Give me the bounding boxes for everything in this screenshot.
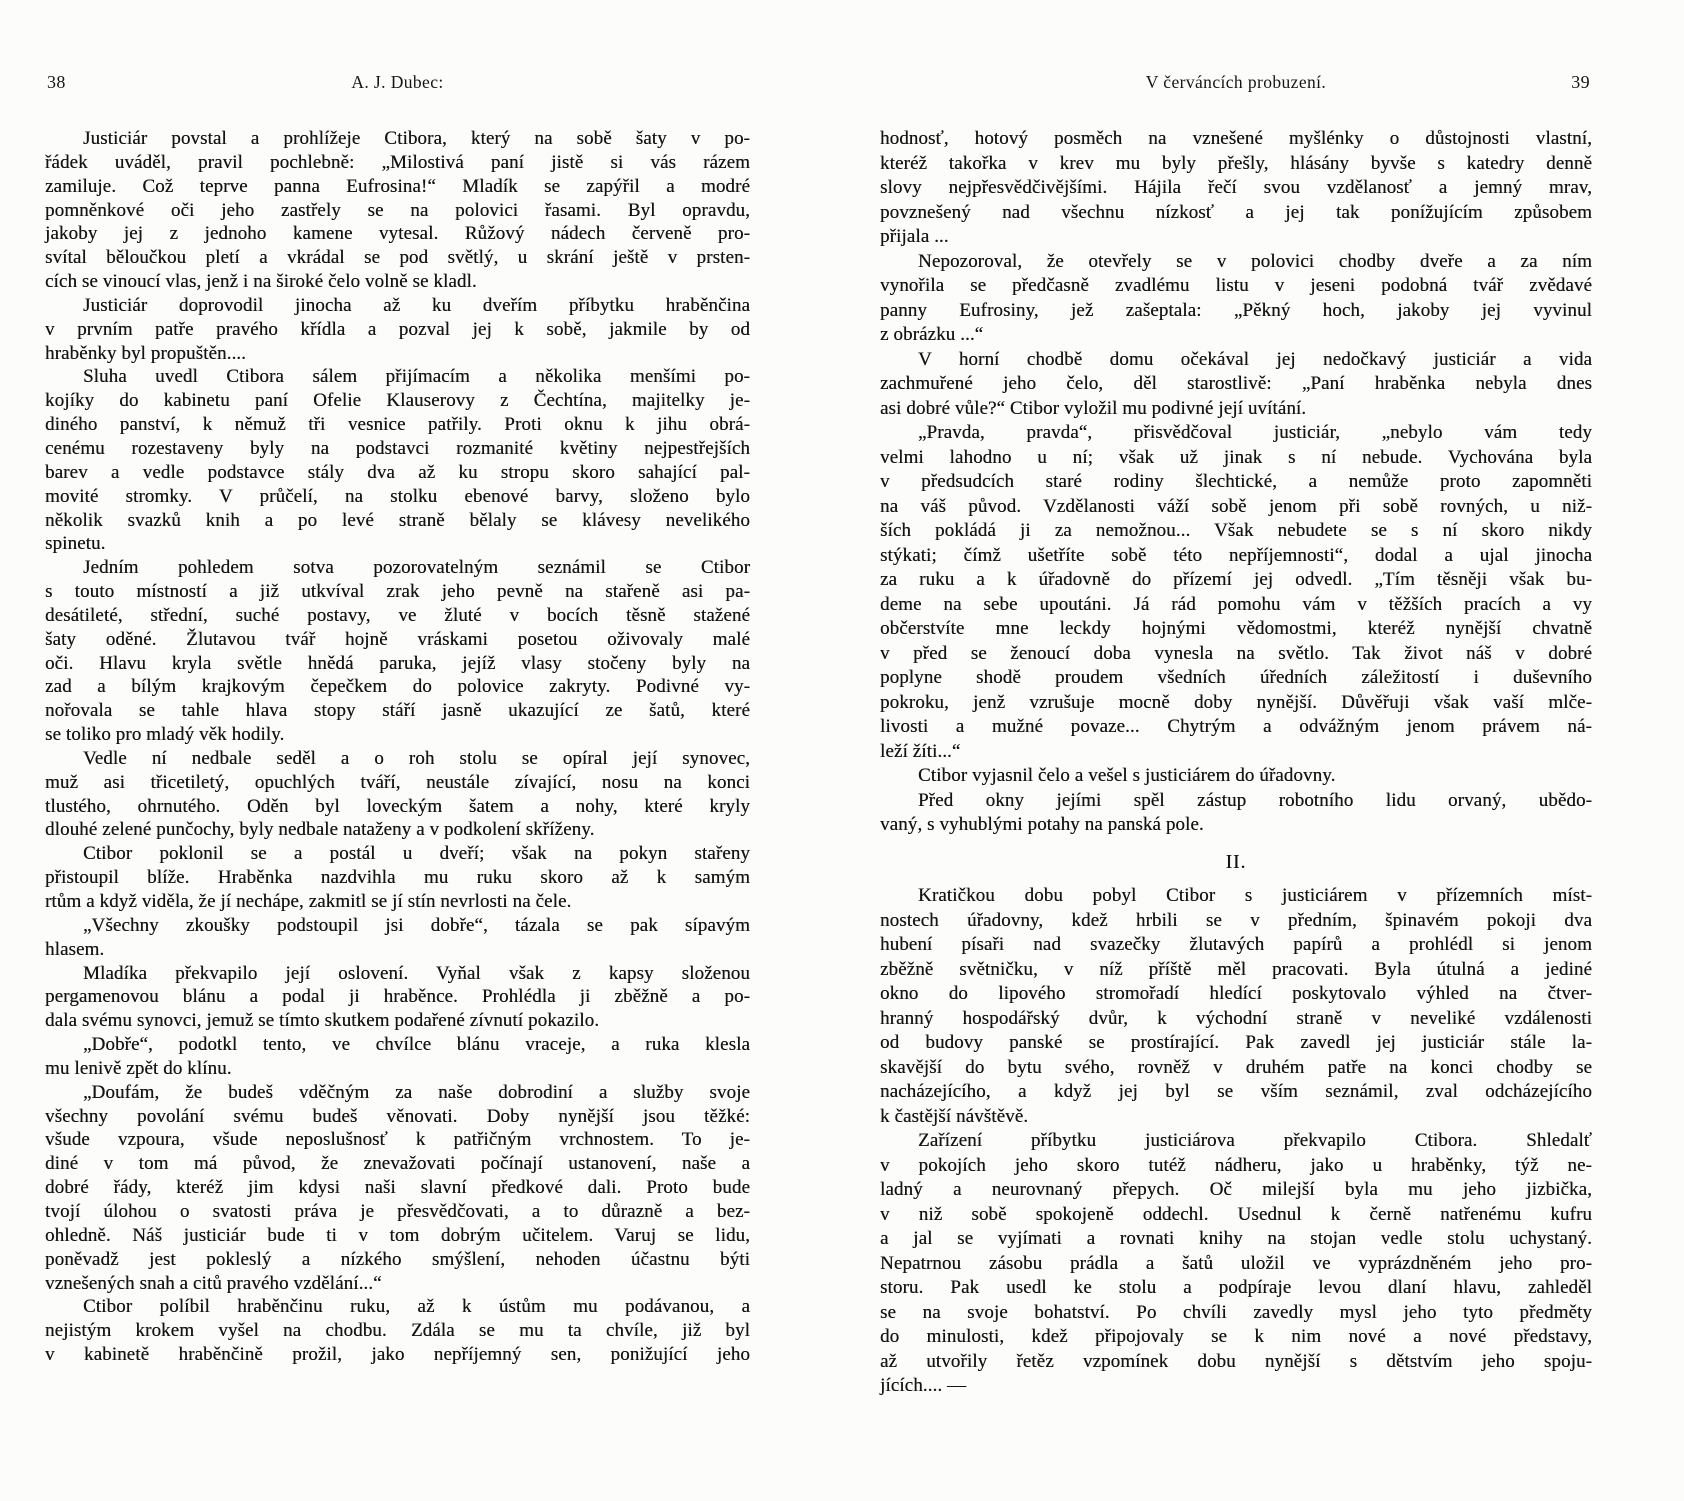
text-line: se na svoje bohatství. Po chvíli zavedly mysl jeho tyto předměty — [880, 1301, 1592, 1323]
text-line: „Všechny zkoušky podstoupil jsi dobře“, tázala se pak sípavým — [83, 914, 750, 936]
text-line: povznešený nad všechnu nízkosť a jej tak ponížujícím způsobem — [880, 201, 1592, 223]
paragraph — [45, 294, 750, 366]
text-line: zad a bílým krajkovým čepečkem do polovice zakryty. Podivné vy- — [45, 676, 750, 698]
running-title-right: V červáncích probuzení. — [1145, 72, 1327, 92]
text-line: vynořila se předčasně zvadlému listu v jeseni podobná tvář zvědavé — [880, 275, 1592, 296]
text-line: řádek uváděl, pravil pochlebně: „Milostivá paní jistě si vás rázem — [45, 151, 750, 173]
text-line: Ctibor políbil hraběnčinu ruku, až k ústům mu podávanou, a — [83, 1296, 750, 1318]
text-line: panny Eufrosiny, jež zašeptala: „Pěkný hoch, jakoby jej vyvinul — [880, 299, 1592, 321]
text-line: desátileté, střední, suché postavy, ve žluté v bocích těsně stažené — [45, 604, 750, 626]
text-line: ších pokládá ji za nemožnou... Však nebudete se s ní skoro nikdy — [880, 520, 1592, 541]
text-line: dala svému synovci, jemuž se tímto skutkem podařené zívnutí pokazilo. — [45, 1010, 600, 1032]
text-line: Mladíka překvapilo její oslovení. Vyňal však z kapsy složenou — [83, 962, 750, 984]
text-line: dobré řády, kteréž jim kdysi naši slavní předkové dali. Proto bude — [45, 1177, 750, 1199]
text-line: stýkati; čímž ušetříte sobě této nepříjemnosti“, dodal a ujal jinocha — [880, 544, 1592, 566]
page-right-body — [880, 127, 1592, 1399]
text-line: Justiciár doprovodil jinocha až ku dveřím příbytku hraběnčina — [83, 294, 750, 316]
text-line: v niž sobě spokojeně oddechl. Usednul k černě natřenému kufru — [880, 1203, 1592, 1225]
text-line: svítal běloučkou pletí a vkrádal se pod světlý, u skrání ještě v prsten- — [45, 247, 750, 269]
section-heading: II. — [1225, 851, 1247, 873]
paragraph — [880, 764, 1592, 789]
text-line: dlouhé zelené punčochy, byly nedbale nataženy a v podkolení skříženy. — [45, 819, 595, 841]
text-line: nořovala se tahle hlava stopy stáří jasně ukazující ze šatů, které — [45, 700, 750, 722]
text-line: s touto místností a již utkvíval zrak jeho pevně na stařeně asi pa- — [45, 581, 750, 603]
text-line: nejistým krokem vyšel na chodbu. Zdála se mu ta chvíle, již byl — [45, 1320, 750, 1342]
text-line: vaný, s vyhublými potahy na panská pole. — [880, 814, 1204, 835]
text-line: muž asi třicetiletý, opuchlých tváří, neustále zívající, nosu na konci — [45, 771, 750, 793]
text-line: v pokojích jeho skoro tutéž nádheru, jako u hraběnky, týž ne- — [880, 1154, 1592, 1176]
paragraph — [45, 127, 750, 294]
text-line: Zařízení příbytku justiciárova překvapilo Ctibora. Shledalť — [918, 1130, 1592, 1151]
page-left-body — [45, 127, 750, 1367]
text-line: Ctibor vyjasnil čelo a vešel s justiciárem do úřadovny. — [918, 765, 1336, 786]
text-line: občerstvíte mne leckdy hojnými vědomostmi, kteréž nynější chvatně — [880, 618, 1592, 639]
page-number-left: 38 — [47, 72, 66, 92]
text-line: hranný hospodářský dvůr, k východní straně v neveliké vzdálenosti — [880, 1007, 1592, 1029]
text-line: všude vzpoura, všude neposlušnosť k patřičným vrchnostem. To je- — [45, 1129, 750, 1151]
text-line: až utvořily řetěz vzpomínek dobu nynější s dětstvím jeho spoju- — [880, 1350, 1592, 1372]
text-line: Nepozoroval, že otevřely se v polovici chodby dveře a za ním — [918, 250, 1592, 272]
text-line: velmi lahodno u ní; však už jinak s ní nebude. Vychována byla — [880, 446, 1592, 468]
text-line: Kratičkou dobu pobyl Ctibor s justiciárem v přízemních míst- — [918, 885, 1592, 906]
paragraph — [45, 962, 750, 1034]
text-line: spinetu. — [45, 533, 106, 555]
text-line: poněvadž jest pokleslý a nízkého smýšlení, nehoden účastnu býti — [45, 1248, 750, 1270]
text-line: hubení písaři nad svazečky žlutavých papírů a prohlédl si jenom — [880, 934, 1592, 955]
text-line: tvojí úlohou o svatosti práva je přesvědčovati, a to důrazně a bez- — [45, 1200, 750, 1222]
text-line: na váš původ. Vzdělanosti váží sobě jenom při sobě rovných, u niž- — [880, 495, 1592, 517]
text-line: deme na sebe upoutáni. Já rád pomohu vám v těžších pracích a vy — [880, 593, 1592, 615]
text-line: kteréž takořka v krev mu byly přešly, hlásány byvše s katedry denně — [880, 152, 1592, 174]
text-line: mu lenivě zpět do klínu. — [45, 1057, 232, 1079]
text-line: hodnosť, hotový posměch na vznešené myšlénky o důstojnosti vlastní, — [880, 128, 1592, 149]
text-line: do minulosti, kdež připojovaly se k nim nové a nové představy, — [880, 1326, 1592, 1347]
text-line: k častější návštěvě. — [880, 1105, 1029, 1127]
paragraph — [45, 747, 750, 842]
text-line: šaty oděné. Žlutavou tvář hojně vráskami posetou oživovaly malé — [45, 628, 750, 650]
page-number-right: 39 — [1571, 72, 1590, 92]
text-line: přijala ... — [880, 226, 949, 247]
text-line: zachmuřené jeho čelo, děl starostlivě: „Paní hraběnka nebyla dnes — [880, 373, 1592, 394]
paragraph — [880, 1129, 1592, 1399]
text-line: „Pravda, pravda“, přisvědčoval justiciár, „nebylo vám tedy — [918, 422, 1592, 443]
text-line: pergamenovou blánu a podal ji hraběnce. Prohlédla ji zběžně a po- — [45, 986, 750, 1008]
page-left-header — [45, 72, 750, 98]
text-line: Jedním pohledem sotva pozorovatelným seznámil se Ctibor — [83, 557, 750, 579]
page-right — [880, 0, 1592, 1501]
text-line: pokroku, jenž vzrušuje mocně doby nynější. Důvěřuji však vaší mlče- — [880, 691, 1592, 713]
paragraph — [880, 884, 1592, 1129]
paragraph — [880, 789, 1592, 838]
text-line: okno do lipového stromořadí hledící poskytovalo výhled na čtver- — [880, 983, 1592, 1004]
text-line: Justiciár povstal a prohlížeje Ctibora, který na sobě šaty v po- — [83, 128, 750, 149]
text-line: od budovy panské se prostírající. Pak zavedl jej justiciár stále la- — [880, 1032, 1592, 1053]
text-line: movité stromky. V průčelí, na stolku ebenové barvy, složeno bylo — [45, 485, 750, 507]
text-line: a jal se vyjímati a rovnati knihy na stojan vedle stolu uchystaný. — [880, 1228, 1592, 1249]
text-line: poplyne shodě proudem všedních úředních záležitostí i duševního — [880, 667, 1592, 688]
text-line: Před okny jejími spěl zástup robotního lidu orvaný, ubědo- — [918, 789, 1592, 811]
text-line: v předsudcích staré rodiny šlechtické, a nemůže proto zapomněti — [880, 471, 1592, 492]
text-line: nacházejícího, a když jej byl se vším seznámil, zval odcházejícího — [880, 1081, 1592, 1102]
text-line: v kabinetě hraběnčině prožil, jako nepříjemný sen, ponižující jeho — [45, 1344, 750, 1366]
text-line: Nepatrnou zásobu prádla a šatů uložil ve vyprázdněném jeho pro- — [880, 1252, 1592, 1274]
text-line: nostech úřadovny, kdež hrbili se v předním, špinavém pokoji dva — [880, 909, 1592, 931]
paragraph — [45, 842, 750, 914]
text-line: přistoupil blíže. Hraběnka nazdvihla mu ruku skoro až k samým — [45, 867, 750, 889]
text-line: „Dobře“, podotkl tento, ve chvílce blánu vraceje, a ruka klesla — [83, 1034, 750, 1056]
text-line: Ctibor poklonil se a postál u dveří; však na pokyn stařeny — [83, 843, 750, 865]
text-line: slovy nejpřesvědčivějšími. Hájila řečí svou vzdělanosť a jemný mrav, — [880, 177, 1592, 198]
text-line: ohledně. Náš justiciár bude ti v tom dobrým učitelem. Varuj se lidu, — [45, 1224, 750, 1246]
text-line: livosti a mužné povaze... Chytrým a odvážným jenom právem ná- — [880, 716, 1592, 737]
text-line: zamiluje. Což teprve panna Eufrosina!“ Mladík se zapýřil a modré — [45, 175, 750, 197]
paragraph — [45, 1295, 750, 1367]
text-line: skavější do bytu svého, rovněž v druhém patře na konci chodby se — [880, 1056, 1592, 1078]
paragraph — [880, 421, 1592, 764]
text-line: Vedle ní nedbale seděl a o roh stolu se opíral její synovec, — [83, 747, 750, 769]
paragraph — [880, 127, 1592, 250]
page-left — [45, 0, 750, 1501]
text-line: asi dobré vůle?“ Ctibor vyložil mu podivné její uvítání. — [880, 397, 1307, 419]
text-line: leží žíti...“ — [880, 740, 961, 762]
text-line: cenému rozestaveny byly na podstavci rozmanité květiny nejpestřejších — [45, 437, 750, 459]
text-line: tlustého, ohrnutého. Oděn byl loveckým šatem a nohy, které kryly — [45, 795, 750, 817]
text-line: storu. Pak usedl ke stolu a podpíraje levou dlaní hlavu, zahleděl — [880, 1277, 1592, 1298]
text-line: jících.... — — [880, 1375, 967, 1396]
text-line: v prvním patře pravého křídla a pozval jej k sobě, jakmile by od — [45, 318, 750, 340]
paragraph — [45, 365, 750, 556]
text-line: Sluha uvedl Ctibora sálem přijímacím a několika menšími po- — [83, 366, 750, 388]
text-line: „Doufám, že budeš vděčným za naše dobrodiní a služby svoje — [83, 1081, 750, 1103]
text-line: hlasem. — [45, 938, 105, 960]
paragraph — [45, 1081, 750, 1296]
paragraph — [880, 348, 1592, 422]
text-line: hraběnky byl propuštěn.... — [45, 342, 247, 364]
text-line: v před se ženoucí doba vynesla na světlo. Tak život náš v dobré — [880, 642, 1592, 664]
text-line: za ruku a k úřadovně do přízemí jej odvedl. „Tím těsněji však bu- — [880, 569, 1592, 590]
text-line: pomněnkové oči jeho zastřely se na polovici řasami. Byl opravdu, — [45, 199, 750, 221]
text-line: diného panství, k němuž tři vesnice patřily. Proti oknu k jihu obrá- — [45, 414, 750, 436]
text-line: zběžně světničku, v níž příště měl pracovati. Byla útulná a jediné — [880, 958, 1592, 980]
paragraph — [45, 556, 750, 747]
paragraph — [45, 914, 750, 962]
text-line: kojíky do kabinetu paní Ofelie Klauserovy z Čechtína, majitelky je- — [45, 390, 750, 412]
text-line: jakoby jej z jednoho kamene vytesal. Růžový nádech červeně pro- — [45, 223, 750, 245]
text-line: všechny povolání svému budeš věnovati. Doby nynější jsou těžké: — [45, 1105, 750, 1127]
text-line: vznešených snah a citů pravého vzdělání...“ — [45, 1272, 382, 1294]
text-line: z obrázku ...“ — [880, 324, 984, 345]
page-right-header — [880, 72, 1592, 98]
paragraph — [45, 1033, 750, 1081]
text-line: oči. Hlavu kryla světle hnědá paruka, jejíž vlasy stočeny byly na — [45, 652, 750, 674]
paragraph — [880, 250, 1592, 348]
text-line: několik svazků knih a po levé straně bělaly se klávesy nevelikého — [45, 509, 750, 531]
text-line: ladný a neurovnaný přepych. Oč milejší byla mu jeho jizbička, — [880, 1179, 1592, 1200]
text-line: cích se vinoucí vlas, jenž i na široké čelo volně se kladl. — [45, 271, 477, 293]
text-line: se toliko pro mladý věk hodily. — [45, 724, 285, 746]
text-line: V horní chodbě domu očekával jej nedočkavý justiciár a vida — [918, 348, 1592, 370]
running-title-left: A. J. Dubec: — [351, 72, 444, 92]
text-line: rtům a když viděla, že jí nechápe, zakmitl se jí stín nevrlosti na čele. — [45, 891, 572, 912]
text-line: diné v tom má původ, že znevažovati počínají ustanovení, naše a — [45, 1153, 750, 1175]
text-line: barev a vedle podstavce stály dva až ku stropu skoro sahající pal- — [45, 461, 750, 483]
